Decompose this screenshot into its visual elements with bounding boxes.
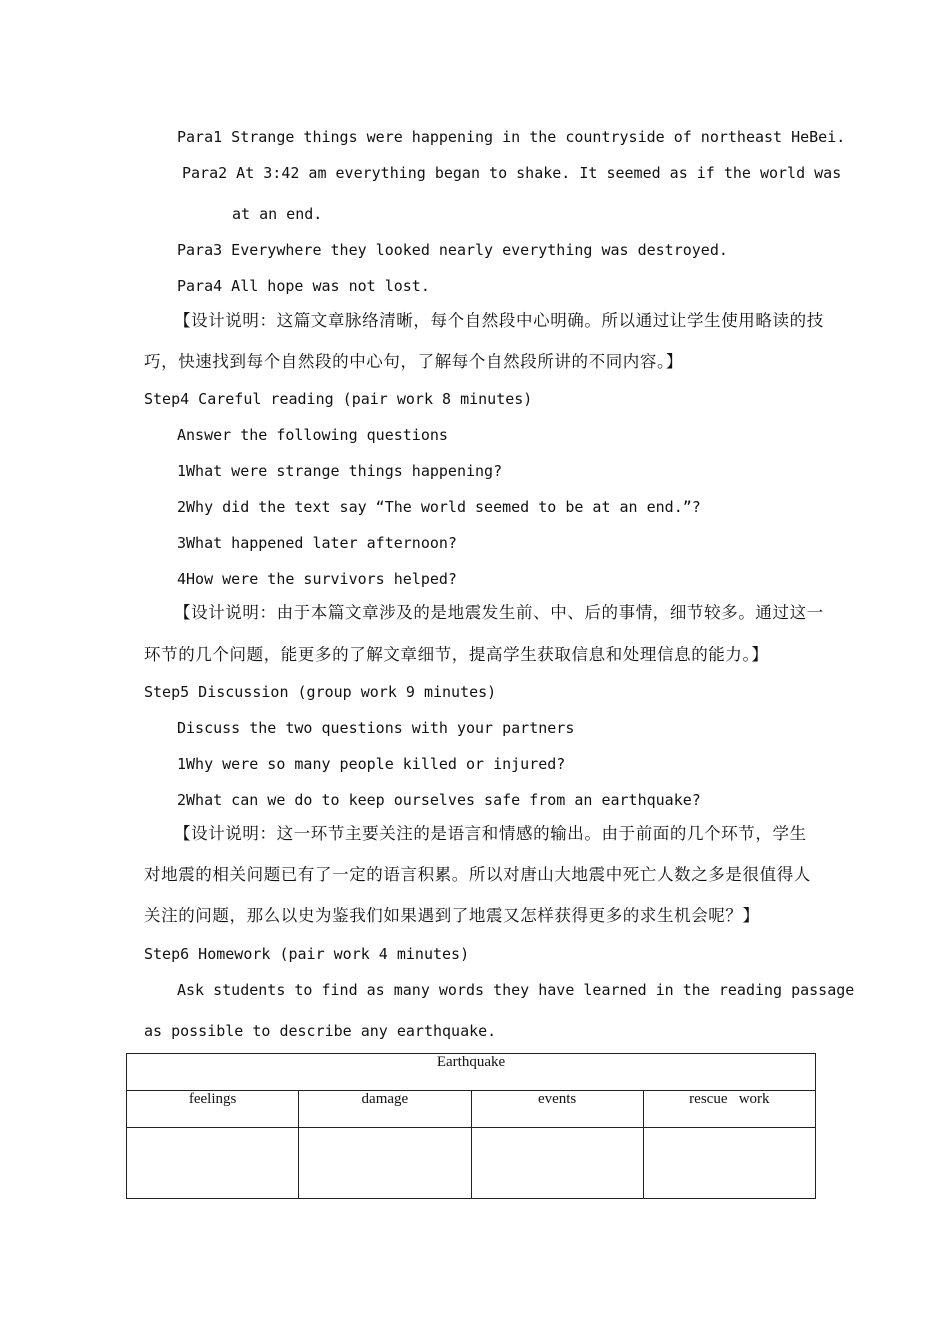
column-damage: damage <box>299 1091 471 1128</box>
design-note-3-line-3: 关注的问题，那么以史为鉴我们如果遇到了地震又怎样获得更多的求生机会呢？】 <box>144 906 760 925</box>
para4-line: Para4 All hope was not lost. <box>177 277 430 295</box>
step4-intro: Answer the following questions <box>177 426 448 444</box>
para2-line: Para2 At 3:42 am everything began to shake. It seemed as if the world was <box>182 164 842 182</box>
para3-line: Para3 Everywhere they looked nearly everything was destroyed. <box>177 241 728 259</box>
step5-intro: Discuss the two questions with your partners <box>177 719 575 737</box>
design-note-1-line-1: 【设计说明：这篇文章脉络清晰，每个自然段中心明确。所以通过让学生使用略读的技 <box>174 311 824 330</box>
step4-question-2: 2Why did the text say “The world seemed to be at an end.”? <box>177 498 701 516</box>
design-note-2-line-2: 环节的几个问题，能更多的了解文章细节，提高学生获取信息和处理信息的能力。】 <box>144 645 769 664</box>
step4-question-1: 1What were strange things happening? <box>177 462 503 480</box>
table-column-row <box>127 1091 816 1128</box>
step5-question-1: 1Why were so many people killed or injured? <box>177 755 566 773</box>
answer-cell-damage[interactable] <box>299 1128 471 1199</box>
table-answer-row <box>127 1128 816 1199</box>
step5-question-2: 2What can we do to keep ourselves safe from an earthquake? <box>177 791 701 809</box>
step6-task-line-2: as possible to describe any earthquake. <box>144 1022 497 1040</box>
column-feelings: feelings <box>127 1091 299 1128</box>
design-note-3-line-2: 对地震的相关问题已有了一定的语言积累。所以对唐山大地震中死亡人数之多是很值得人 <box>144 865 811 884</box>
step6-task-line-1: Ask students to find as many words they have learned in the reading passage <box>177 981 855 999</box>
table-title-cell: Earthquake <box>127 1054 816 1091</box>
design-note-1-line-2: 巧，快速找到每个自然段的中心句，了解每个自然段所讲的不同内容。】 <box>144 352 683 371</box>
step4-question-3: 3What happened later afternoon? <box>177 534 457 552</box>
design-note-3-line-1: 【设计说明：这一环节主要关注的是语言和情感的输出。由于前面的几个环节，学生 <box>174 824 807 843</box>
answer-cell-events[interactable] <box>471 1128 643 1199</box>
para1-line: Para1 Strange things were happening in the countryside of northeast HeBei. <box>177 128 846 146</box>
earthquake-table <box>126 1053 816 1199</box>
table-header-row <box>127 1054 816 1091</box>
step4-heading: Step4 Careful reading (pair work 8 minutes) <box>144 390 533 408</box>
step5-heading: Step5 Discussion (group work 9 minutes) <box>144 683 497 701</box>
column-rescue-work: rescue work <box>643 1091 815 1128</box>
answer-cell-feelings[interactable] <box>127 1128 299 1199</box>
column-events: events <box>471 1091 643 1128</box>
step4-question-4: 4How were the survivors helped? <box>177 570 457 588</box>
answer-cell-rescue-work[interactable] <box>643 1128 815 1199</box>
step6-heading: Step6 Homework (pair work 4 minutes) <box>144 945 470 963</box>
para2-continuation: at an end. <box>232 205 323 223</box>
design-note-2-line-1: 【设计说明：由于本篇文章涉及的是地震发生前、中、后的事情，细节较多。通过这一 <box>174 603 824 622</box>
